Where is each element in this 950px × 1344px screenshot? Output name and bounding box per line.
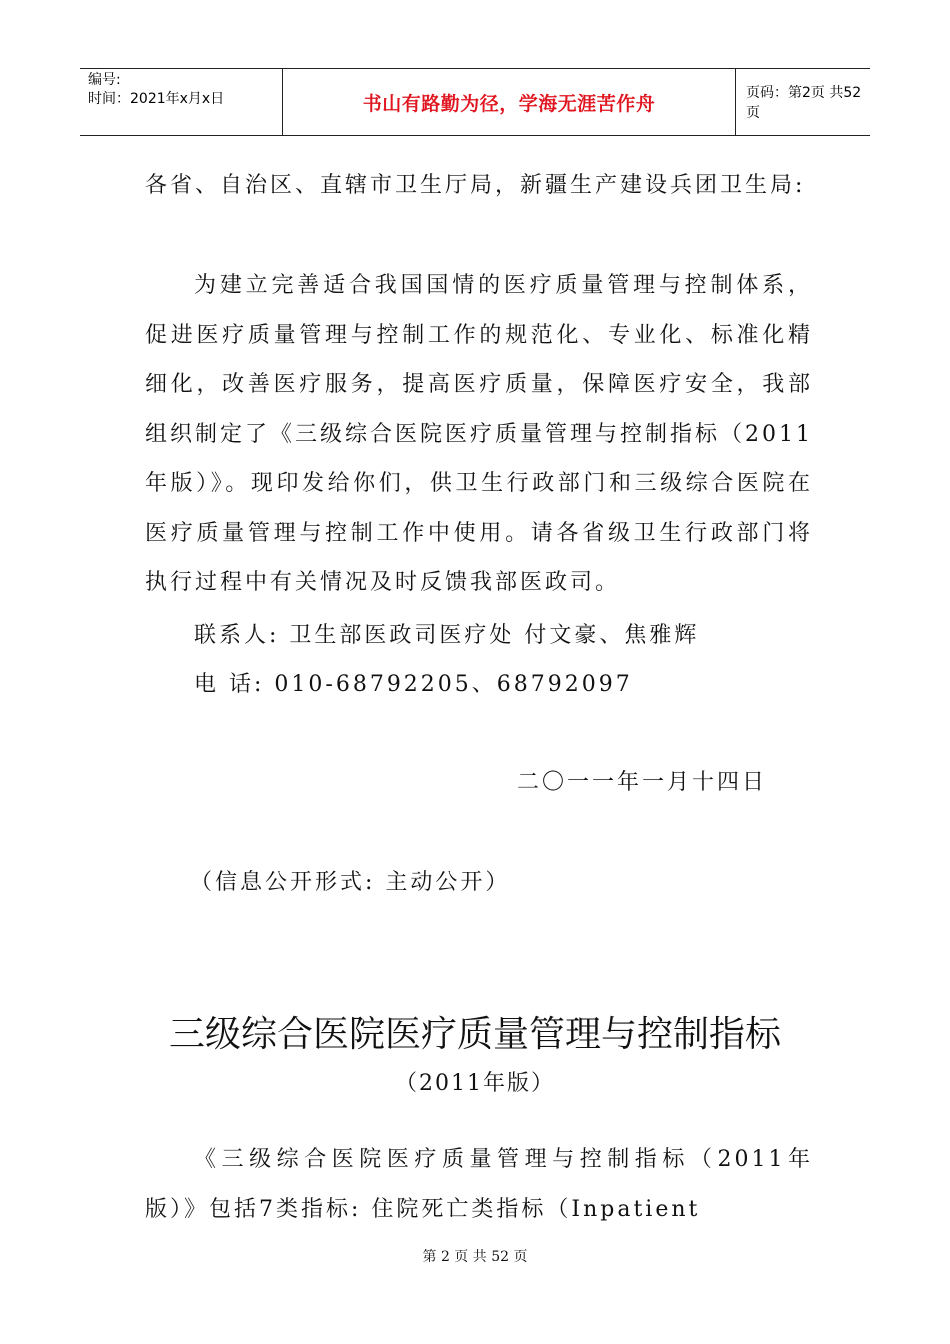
disclosure-note: （信息公开形式: 主动公开） — [190, 870, 511, 895]
serial-label: 编号: — [88, 72, 121, 88]
page-footer: 第 2 页 共 52 页 — [422, 1249, 528, 1265]
contact-line: 联系人: 卫生部医政司医疗处 付文豪、焦雅辉 — [194, 623, 700, 648]
document-title: 三级综合医院医疗质量管理与控制指标 — [168, 1014, 781, 1055]
time-label: 时间：2021年x月x日 — [88, 91, 225, 107]
issue-date: 二〇一一年一月十四日 — [517, 770, 768, 795]
header-motto — [283, 69, 736, 135]
document-edition: （2011年版） — [395, 1071, 555, 1096]
header-page-info: 页码：第2页 共52页 — [746, 85, 862, 121]
phone-line: 电 话: 010-68792205、68792097 — [194, 672, 633, 697]
page-header — [80, 68, 870, 136]
intro-paragraph: 《三级综合医院医疗质量管理与控制指标（2011年版）》包括7类指标: 住院死亡类指标（Inpatient — [145, 1147, 813, 1222]
main-paragraph: 为建立完善适合我国国情的医疗质量管理与控制体系，促进医疗质量管理与控制工作的规范化、专业化、标准化精细化，改善医疗服务，提高医疗质量，保障医疗安全，我部组织制定了《三级综合医院医疗质量管理与控制指标（2011年版）》。现印发给你们，供卫生行政部门和三级综合医院在医疗质量管理与控制工作中使用。请各省级卫生行政部门将执行过程中有关情况及时反馈我部医政司。 — [145, 273, 813, 595]
addressee: 各省、自治区、直辖市卫生厅局，新疆生产建设兵团卫生局: — [145, 173, 806, 198]
header-meta — [80, 69, 283, 135]
motto-text: 书山有路勤为径，学海无涯苦作舟 — [362, 92, 656, 115]
